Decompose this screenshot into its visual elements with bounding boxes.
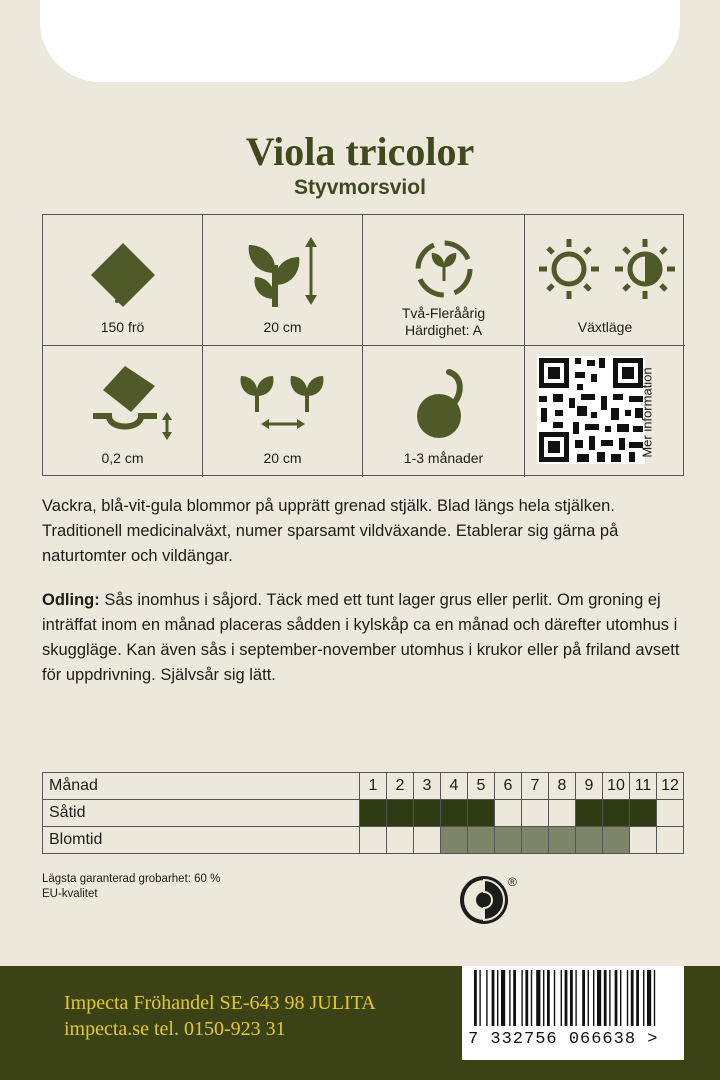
calendar-cell [360,800,387,827]
cultivation-label: Odling: [42,591,100,609]
green-dot-icon [458,874,522,930]
barcode-bar [582,970,585,1026]
barcode [462,966,684,1060]
depth-label: 0,2 cm [101,450,144,466]
barcode-bar [554,970,555,1026]
calendar-cell [603,827,630,854]
lifecycle-label: Två-Fleråårig [401,305,486,321]
barcode-bar [501,970,505,1026]
barcode-bar [654,970,655,1026]
page-subtitle: Styvmorsviol [294,176,426,199]
calendar-cell [468,827,495,854]
barcode-bar [604,970,607,1026]
hardiness-label: Härdighet: A [404,322,483,338]
germination-notes [42,872,220,902]
calendar-cell [603,800,630,827]
calendar-cell [576,800,603,827]
info-cell-height [203,215,363,346]
barcode-bar [588,970,589,1026]
barcode-bar [474,970,477,1026]
sowing-label: Såtid [43,800,360,827]
calendar-cell [495,827,522,854]
barcode-bar [536,970,540,1026]
calendar-row-bloom [43,827,684,854]
calendar-cell [441,800,468,827]
recycle-mark [458,874,522,935]
calendar-cell [522,800,549,827]
calendar-header-row [43,773,684,800]
company-contact: impecta.se tel. 0150-923 31 [64,1018,286,1040]
hanger-cutout [40,0,680,82]
month-cell: 7 [522,773,549,800]
seeds-label: 150 frö [100,319,145,335]
barcode-bar [509,970,510,1026]
position-label: Växtläge [577,319,633,335]
calendar-cell [387,827,414,854]
barcode-bar [565,970,568,1026]
barcode-bar [631,970,634,1026]
barcode-bar [636,970,639,1026]
calendar-cell [468,800,495,827]
info-cell-spacing [203,346,363,477]
month-cell: 5 [468,773,495,800]
barcode-bar [543,970,544,1026]
barcode-bar [597,970,601,1026]
calendar-cell [414,827,441,854]
barcode-bar [643,970,644,1026]
month-cell: 3 [414,773,441,800]
calendar-row-sowing [43,800,684,827]
month-cell: 6 [495,773,522,800]
month-cell: 1 [360,773,387,800]
info-cell-depth [43,346,203,477]
barcode-bar [593,970,594,1026]
germination-rate: Lägsta garanterad grobarhet: 60 % [42,873,221,885]
bloom-label: Blomtid [43,827,360,854]
info-cell-lifecycle [363,215,525,346]
registered-mark: ® [508,875,517,889]
calendar-cell [387,800,414,827]
qr-code-icon[interactable] [525,346,685,477]
barcode-bar [513,970,516,1026]
more-info-label[interactable]: Mer information [639,367,655,458]
barcode-bars [462,966,684,1028]
calendar-cell [360,827,387,854]
info-cell-position [525,215,685,346]
calendar-cell [414,800,441,827]
month-cell: 11 [630,773,657,800]
calendar-cell [576,827,603,854]
barcode-bar [620,970,621,1026]
calendar-cell [549,827,576,854]
info-cell-germination [363,346,525,477]
description-text: Vackra, blå-vit-gula blommor på upprätt grenad stjälk. Blad längs hela stjälken. Traditionell medicinalväxt, numer sparsamt vildväxande. Etablerar sig gärna på naturtomter och vildängar. [42,497,619,565]
barcode-number: 7 332756 066638 > [468,1030,659,1049]
month-cell: 9 [576,773,603,800]
barcode-bar [547,970,550,1026]
month-cell: 2 [387,773,414,800]
germination-label: 1-3 månader [403,450,484,466]
company-address: Impecta Fröhandel SE-643 98 JULITA [64,992,376,1014]
barcode-bar [627,970,628,1026]
barcode-bar [479,970,480,1026]
barcode-bar [561,970,562,1026]
barcode-bar [570,970,573,1026]
cultivation-body: Sås inomhus i såjord. Täck med ett tunt lager grus eller perlit. Om groning ej inträffat inom en månad placeras sådden i kylskåp ca en månad och därefter utomhus i skuggläge. Kan även sås i september-november utomhus i krukor eller på friland avsett för uppdrivning. Självsår sig lätt. [42,591,680,684]
page-title: Viola tricolor [245,129,475,174]
calendar-cell [522,827,549,854]
quality-label: EU-kvalitet [42,888,98,900]
calendar-cell [657,827,684,854]
height-label: 20 cm [263,319,302,335]
barcode-bar [486,970,487,1026]
barcode-bar [525,970,528,1026]
calendar-cell [630,827,657,854]
barcode-bar [492,970,495,1026]
barcode-bar [497,970,498,1026]
info-grid [42,214,684,476]
barcode-bar [615,970,618,1026]
calendar-month-label: Månad [43,773,360,800]
cultivation-text [42,588,682,688]
barcode-bar [521,970,522,1026]
info-cell-more-info[interactable] [525,346,685,477]
month-cell: 8 [549,773,576,800]
calendar-cell [657,800,684,827]
barcode-bar [575,970,576,1026]
barcode-bar [531,970,532,1026]
month-cell: 4 [441,773,468,800]
barcode-bar [647,970,651,1026]
month-cell: 12 [657,773,684,800]
calendar-cell [441,827,468,854]
info-cell-seeds [43,215,203,346]
month-cell: 10 [603,773,630,800]
spacing-label: 20 cm [263,450,302,466]
sowing-calendar [42,772,684,854]
calendar-cell [495,800,522,827]
calendar-cell [549,800,576,827]
barcode-bar [609,970,610,1026]
calendar-cell [630,800,657,827]
